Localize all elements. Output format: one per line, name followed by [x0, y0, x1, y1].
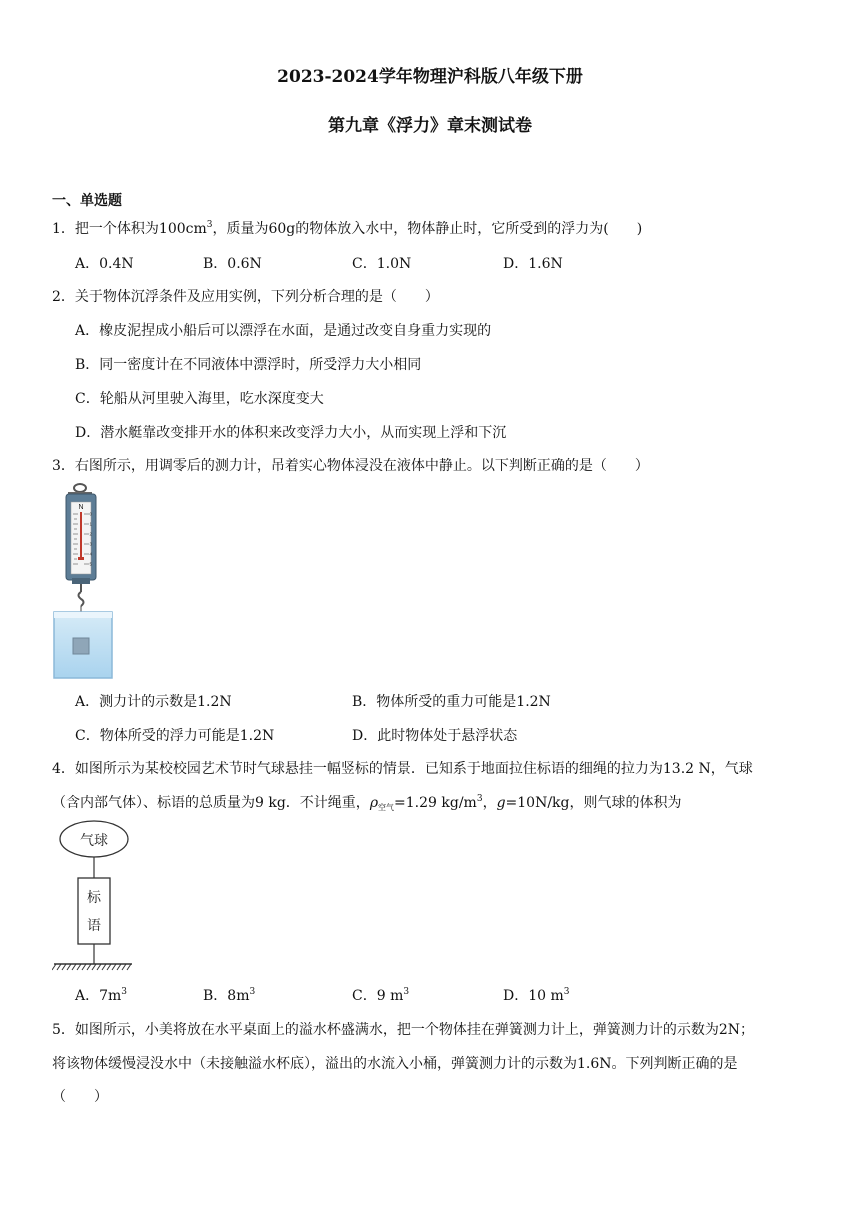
question-4-option-c: C．9 $m^3$	[352, 987, 410, 1004]
spring-scale-figure	[52, 482, 118, 680]
question-4-option-a: A．$7m^3$	[75, 987, 128, 1004]
question-4-option-b: B．$8m^3$	[203, 987, 256, 1004]
question-3-option-d: D．此时物体处于悬浮状态	[352, 728, 518, 744]
question-4-stem-line-1: 4．如图所示为某校校园艺术节时气球悬挂一幅竖标的情景．已知系于地面拉住标语的细绳的拉力为13.2 N，气球	[52, 761, 753, 777]
scale-tick-1: 1	[89, 521, 93, 527]
question-5-stem-line-1: 5．如图所示，小美将放在水平桌面上的溢水杯盛满水，把一个物体挂在弹簧测力计上，弹簧测力计的示数为2N；	[52, 1022, 755, 1038]
question-3-option-c: C．物体所受的浮力可能是1.2N	[75, 728, 275, 744]
question-2-stem: 2．关于物体沉浮条件及应用实例，下列分析合理的是（ ）	[52, 289, 439, 305]
scale-tick-3: 3	[89, 541, 93, 547]
scale-tick-4: 4	[89, 551, 93, 557]
document-title-line-1: 2023-2024学年物理沪科版八年级下册	[277, 67, 583, 87]
question-3-option-b: B．物体所受的重力可能是1.2N	[352, 694, 551, 710]
question-1-option-a: A．0.4N	[75, 256, 134, 272]
scale-tick-0: 0	[89, 511, 93, 517]
question-5-stem-line-2: 将该物体缓慢浸没水中（未接触溢水杯底），溢出的水流入小桶，弹簧测力计的示数为1.6N。下列判断正确的是	[52, 1056, 738, 1072]
question-4-stem-line-2: （含内部气体）、标语的总质量为9 kg．不计绳重，$\rho_{空气}=1.29$ $kg/m^3$，g=10N/kg，则气球的体积为	[52, 794, 682, 812]
section-heading: 一、单选题	[52, 193, 122, 209]
question-5-stem-line-3: （ ）	[52, 1089, 108, 1105]
banner	[78, 878, 110, 944]
banner-char-2: 语	[87, 918, 101, 934]
balloon-banner-figure	[52, 818, 136, 974]
hook-icon	[79, 592, 84, 606]
banner-char-1: 标	[87, 890, 101, 906]
scale-pointer	[80, 512, 82, 558]
question-1-option-d: D．1.6N	[503, 256, 563, 272]
question-3-option-a: A．测力计的示数是1.2N	[75, 694, 232, 710]
hanger-ring-icon	[74, 484, 86, 492]
submerged-object	[73, 638, 89, 654]
scale-unit-label: N	[78, 504, 84, 511]
question-3-stem: 3．右图所示，用调零后的测力计，吊着实心物体浸没在液体中静止。以下判断正确的是（ ）	[52, 458, 649, 474]
question-2-option-d: D．潜水艇靠改变排开水的体积来改变浮力大小，从而实现上浮和下沉	[75, 425, 507, 441]
document-title-line-2: 第九章《浮力》章末测试卷	[328, 116, 532, 136]
balloon-label: 气球	[80, 833, 108, 849]
question-2-option-a: A．橡皮泥捏成小船后可以漂浮在水面，是通过改变自身重力实现的	[75, 323, 492, 339]
question-2-option-b: B．同一密度计在不同液体中漂浮时，所受浮力大小相同	[75, 357, 422, 373]
question-2-option-c: C．轮船从河里驶入海里，吃水深度变大	[75, 391, 324, 407]
question-4-option-d: D．10 $m^3$	[503, 987, 570, 1004]
question-1-stem: 1．把一个体积为$100cm^3$，质量为60g的物体放入水中，物体静止时，它所受到的浮力为( )	[52, 220, 643, 237]
question-1-option-b: B．0.6N	[203, 256, 262, 272]
scale-tick-5: 5	[89, 561, 93, 567]
question-1-option-c: C．1.0N	[352, 256, 412, 272]
scale-tick-2: 2	[89, 531, 93, 537]
